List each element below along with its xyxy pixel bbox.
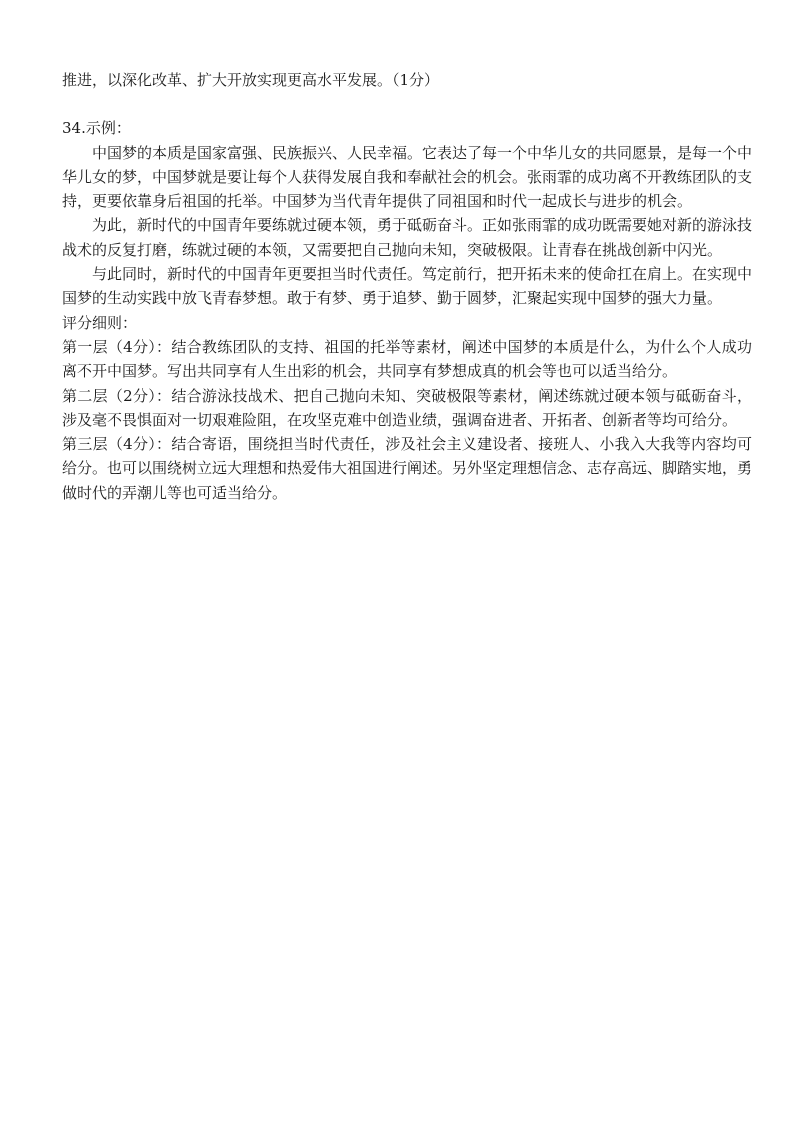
scoring-level-3: 第三层（4分）：结合寄语，围绕担当时代责任，涉及社会主义建设者、接班人、小我入大我等内容均可给分。也可以围绕树立远大理想和热爱伟大祖国进行阐述。另外坚定理想信念、志存高远、脚踏实地，勇做时代的弄潮儿等也可适当给分。 — [62, 435, 753, 502]
scoring-level-2: 第二层（2分）：结合游泳技战术、把自己抛向未知、突破极限等素材，阐述练就过硬本领与砥砺奋斗，涉及毫不畏惧面对一切艰难险阻，在攻坚克难中创造业绩，强调奋进者、开拓者、创新者等均可给分。 — [62, 386, 752, 429]
scoring-level-1: 第一层（4分）：结合教练团队的支持、祖国的托举等素材，阐述中国梦的本质是什么，为什么个人成功离不开中国梦。写出共同享有人生出彩的机会，共同享有梦想成真的机会等也可以适当给分。 — [62, 337, 752, 381]
spacer — [62, 92, 752, 116]
scoring-heading: 评分细则： — [62, 313, 138, 332]
essay-paragraph-3: 与此同时，新时代的中国青年更要担当时代责任。笃定前行，把开拓未来的使命扛在肩上。在实现中国梦的生动实践中放飞青春梦想。敢于有梦、勇于追梦、勤于圆梦，汇聚起实现中国梦的强大力量。 — [62, 265, 753, 308]
essay-paragraph-2: 为此，新时代的中国青年要练就过硬本领，勇于砥砺奋斗。正如张雨霏的成功既需要她对新的游泳技战术的反复打磨，练就过硬的本领，又需要把自己抛向未知，突破极限。让青春在挑战创新中闪光。 — [62, 216, 753, 259]
essay-paragraph-1: 中国梦的本质是国家富强、民族振兴、人民幸福。它表达了每一个中华儿女的共同愿景，是每一个中华儿女的梦，中国梦就是要让每个人获得发展自我和奉献社会的机会。张雨霏的成功离不开教练团队的支持，更要依靠身后祖国的托举。中国梦为当代青年提供了同祖国和时代一起成长与进步的机会。 — [62, 143, 753, 211]
previous-answer-line: 推进，以深化改革、扩大开放实现更高水平发展。（1分） — [62, 71, 440, 89]
question-34-heading: 34.示例： — [62, 119, 131, 138]
page-content — [62, 68, 752, 505]
